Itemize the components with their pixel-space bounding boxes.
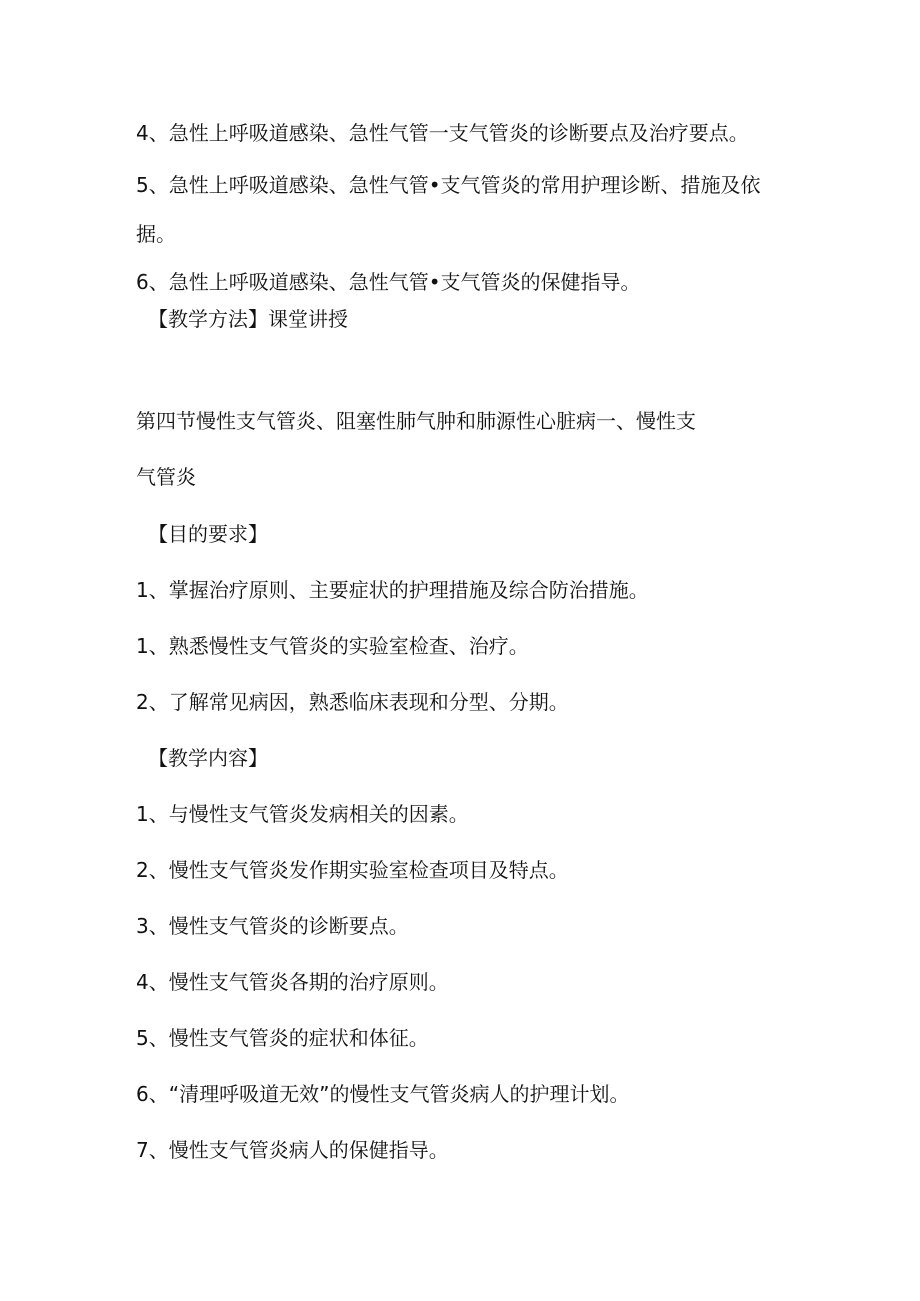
section-heading: 【目的要求】 [148,522,268,546]
list-item: 5、慢性支气管炎的症状和体征。 [136,1026,429,1050]
section-title: 第四节慢性支气管炎、阻塞性肺气肿和肺源性心脏病一、慢性支 [136,409,696,433]
text-line: 4、急性上呼吸道感染、急性气管一支气管炎的诊断要点及治疗要点。 [136,121,749,145]
list-item: 3、慢性支气管炎的诊断要点。 [136,914,409,938]
text-line: 5、急性上呼吸道感染、急性气管•支气管炎的常用护理诊断、措施及依 [136,173,761,197]
list-item: 6、“清理呼吸道无效”的慢性支气管炎病人的护理计划。 [136,1082,630,1106]
list-item: 1、掌握治疗原则、主要症状的护理措施及综合防治措施。 [136,578,649,602]
section-heading: 【教学内容】 [148,746,268,770]
list-item: 2、慢性支气管炎发作期实验室检查项目及特点。 [136,858,569,882]
text-line: 6、急性上呼吸道感染、急性气管•支气管炎的保健指导。 [136,270,641,294]
list-item: 7、慢性支气管炎病人的保健指导。 [136,1138,449,1162]
section-title-continuation: 气管炎 [136,465,196,489]
list-item: 4、慢性支气管炎各期的治疗原则。 [136,970,449,994]
text-line: 据。 [136,222,176,246]
list-item: 2、了解常见病因，熟悉临床表现和分型、分期。 [136,690,569,714]
list-item: 1、与慢性支气管炎发病相关的因素。 [136,802,469,826]
list-item: 1、熟悉慢性支气管炎的实验室检查、治疗。 [136,634,529,658]
section-heading: 【教学方法】课堂讲授 [148,307,348,331]
